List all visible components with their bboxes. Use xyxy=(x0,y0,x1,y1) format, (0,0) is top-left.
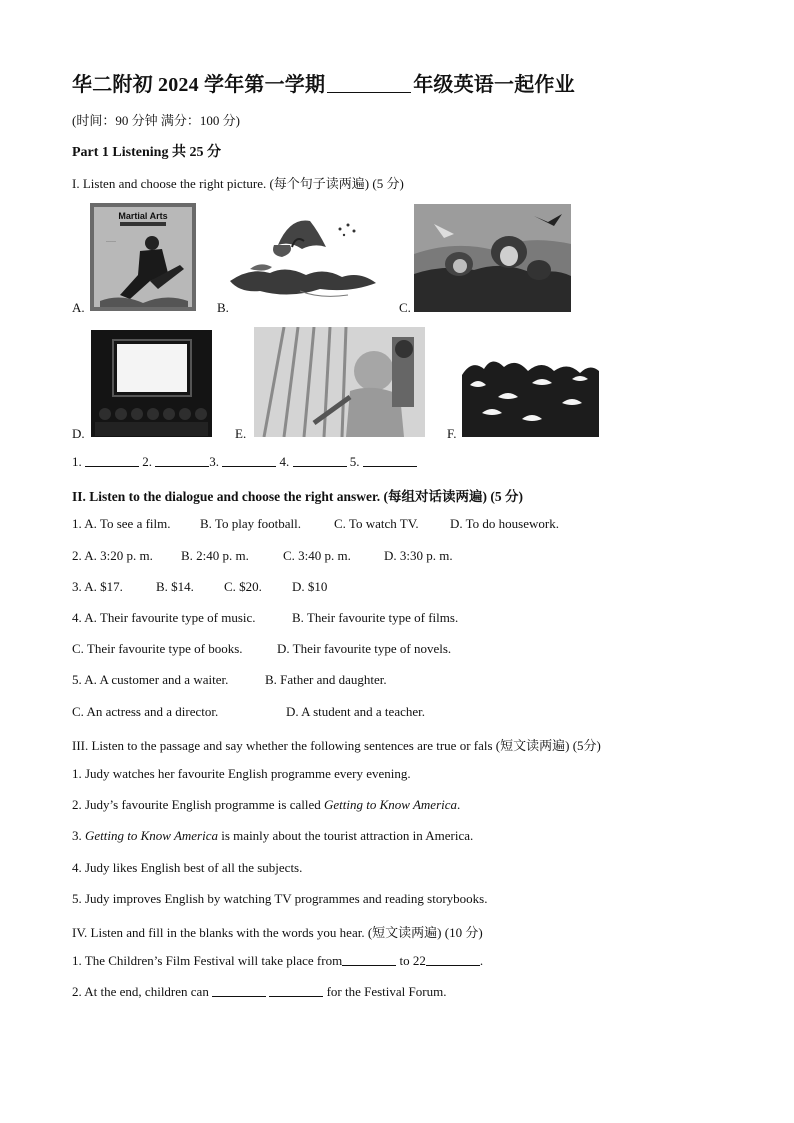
picture-a-martial-arts-poster xyxy=(90,203,196,311)
poster-title: Martial Arts xyxy=(118,211,168,221)
section3-s4: 4. Judy likes English best of all the subjects. xyxy=(72,860,303,875)
fill-blank-2b[interactable] xyxy=(269,985,323,997)
grade-blank[interactable] xyxy=(327,74,411,93)
section3-s2: 2. Judy’s favourite English programme is called Getting to Know America. xyxy=(72,797,461,812)
picture-b-label: B. xyxy=(217,300,229,315)
section3-s1: 1. Judy watches her favourite English programme every evening. xyxy=(72,766,411,781)
picture-a-label: A. xyxy=(72,300,85,315)
picture-c-lion-king-poster xyxy=(414,204,571,312)
answer-blank-4[interactable] xyxy=(293,455,347,467)
section2-q2: 2. A. 3:20 p. m. B. 2:40 p. m. C. 3:40 p. m. D. 3:30 p. m. xyxy=(72,548,453,563)
section2-q1: 1. A. To see a film. B. To play football. C. To watch TV. D. To do housework. xyxy=(72,516,559,531)
picture-d-cinema-screen xyxy=(91,330,212,437)
answer-blank-3[interactable] xyxy=(222,455,276,467)
picture-b-landscape-painting xyxy=(230,207,380,303)
answer-blank-1[interactable] xyxy=(85,455,139,467)
section4-s1: 1. The Children’s Film Festival will take place from to 22 . xyxy=(72,953,484,968)
fill-blank-1b[interactable] xyxy=(426,954,480,966)
part1-heading: Part 1 Listening 共 25 分 xyxy=(72,145,221,160)
section4-heading: IV. Listen and fill in the blanks with the words you hear. (短文读两遍) (10 分) xyxy=(72,925,483,940)
svg-text:·····: ····· xyxy=(106,239,116,245)
picture-f-label: F. xyxy=(447,426,457,441)
picture-e-child-painting xyxy=(254,327,425,437)
section2-q3: 3. A. $17. B. $14. C. $20. D. $10 xyxy=(72,579,328,594)
section2-q4-row2: C. Their favourite type of books. D. Their favourite type of novels. xyxy=(72,641,452,656)
fill-blank-1a[interactable] xyxy=(342,954,396,966)
section2-q4-row1: 4. A. Their favourite type of music. B. Their favourite type of films. xyxy=(72,610,459,625)
picture-c-label: C. xyxy=(399,300,411,315)
section3-s3: 3. Getting to Know America is mainly about the tourist attraction in America. xyxy=(72,828,474,843)
answer-blank-2[interactable] xyxy=(155,455,209,467)
section1-answer-row: 1. 2. 3. 4. 5. xyxy=(72,454,417,470)
section2-q5-row1: 5. A. A customer and a waiter. B. Father and daughter. xyxy=(72,672,387,687)
fill-blank-2a[interactable] xyxy=(212,985,266,997)
answer-blank-5[interactable] xyxy=(363,455,417,467)
picture-d-label: D. xyxy=(72,426,85,441)
section1-heading: I. Listen and choose the right picture. (每个句子读两遍) (5 分) xyxy=(72,176,404,191)
section2-heading: II. Listen to the dialogue and choose the right answer. (每组对话读两遍) (5 分) xyxy=(72,489,524,504)
picture-e-label: E. xyxy=(235,426,247,441)
section3-s5: 5. Judy improves English by watching TV programmes and reading storybooks. xyxy=(72,891,488,906)
section4-s2: 2. At the end, children can for the Festival Forum. xyxy=(72,984,447,999)
section2-q5-row2: C. An actress and a director. D. A student and a teacher. xyxy=(72,704,425,719)
page-title: 华二附初 2024 学年第一学期 年级英语一起作业 xyxy=(72,74,575,96)
section3-heading: III. Listen to the passage and say whether the following sentences are true or fals (短文读两遍) (5分) xyxy=(72,738,601,753)
time-info: (时间：90 分钟 满分：100 分) xyxy=(72,113,240,128)
picture-f-sea-waves xyxy=(462,355,599,437)
